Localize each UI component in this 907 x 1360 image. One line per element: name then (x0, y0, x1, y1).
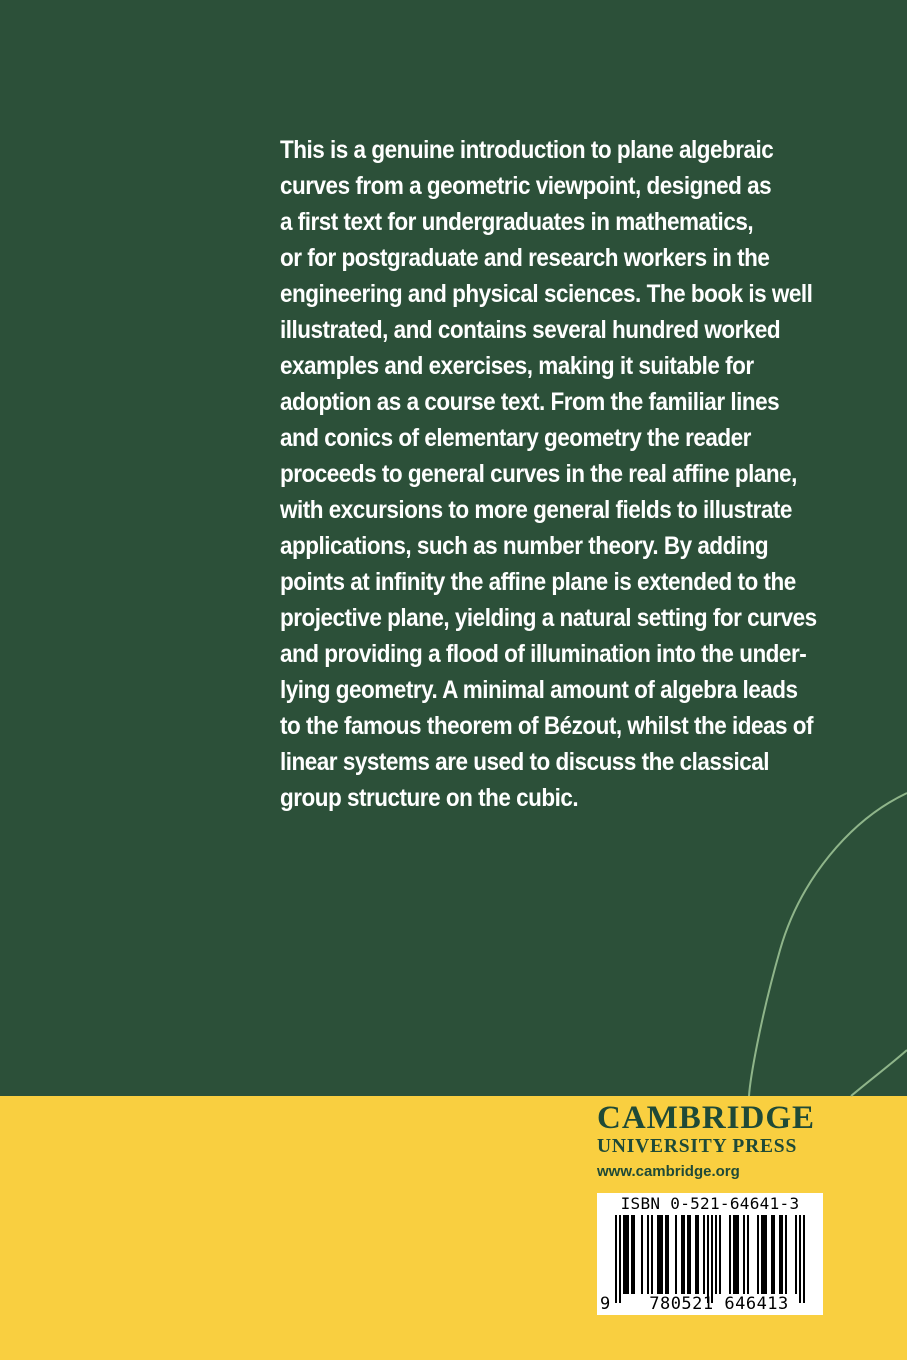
isbn-label: ISBN 0-521-64641-3 (620, 1194, 800, 1213)
barcode-bar (619, 1215, 621, 1303)
ean-digits: 780521 646413 (649, 1294, 789, 1314)
barcode-bar (661, 1215, 663, 1294)
publisher-website: www.cambridge.org (597, 1163, 740, 1180)
barcode-bar (765, 1215, 767, 1294)
barcode-bar (773, 1215, 775, 1294)
barcode-bar (737, 1215, 739, 1294)
book-description: This is a genuine introduction to plane algebraic curves from a geometric viewpoint, designed as a first text for undergraduates in mathematics, or for postgraduate and research workers in the engineering and physical sciences. The book is well illustrated, and contains several hundred worked examples and exercises, making it suitable for adoption as a course text. From the familiar lines and conics of elementary geometry the reader proceeds to general curves in the real affine plane, with excursions to more general fields to illustrate applications, such as number theory. By adding points at infinity the affine plane is extended to the projective plane, yielding a natural setting for curves and providing a flood of illumination into the under- lying geometry. A minimal amount of algebra leads to the famous theorem of Bézout, whilst the ideas of linear systems are used to discuss the classical group structure on the cubic. (280, 136, 817, 812)
barcode-bar (761, 1215, 763, 1294)
barcode-bar (681, 1215, 683, 1294)
barcode-bar (735, 1215, 737, 1294)
barcode-bar (615, 1215, 617, 1303)
barcode-bar (647, 1215, 649, 1294)
ean-lead-digit: 9 (600, 1294, 611, 1314)
barcode-bar (665, 1215, 667, 1294)
barcode-bar (667, 1215, 669, 1294)
barcode-bar (687, 1215, 689, 1294)
barcode-bar (641, 1215, 643, 1294)
barcode-bar (743, 1215, 745, 1294)
barcode-bar (683, 1215, 685, 1294)
barcode-bar (795, 1215, 797, 1294)
barcode-bar (785, 1215, 787, 1294)
barcode-bar (625, 1215, 627, 1294)
barcode-bar (757, 1215, 759, 1294)
publisher-name: CAMBRIDGE (597, 1100, 816, 1136)
barcode-bar (659, 1215, 661, 1294)
barcode-bar (695, 1215, 697, 1294)
barcode-bar (799, 1215, 801, 1303)
barcode-bar (779, 1215, 781, 1294)
barcode-bar (657, 1215, 659, 1294)
barcode-bar (689, 1215, 691, 1294)
barcode-bar (623, 1215, 625, 1294)
barcode-bar (719, 1215, 721, 1294)
barcode-bar (715, 1215, 717, 1294)
barcode-bar (703, 1215, 705, 1294)
barcode-bar (697, 1215, 699, 1294)
barcode-bar (771, 1215, 773, 1294)
barcode-bar (803, 1215, 805, 1303)
barcode-bar (675, 1215, 677, 1294)
barcode-bar (627, 1215, 629, 1294)
barcode-bar (711, 1215, 713, 1303)
barcode-bar (733, 1215, 735, 1294)
publisher-logo (597, 1100, 837, 1183)
barcode-bar (763, 1215, 765, 1294)
isbn-barcode (597, 1193, 823, 1315)
barcode-bar (747, 1215, 749, 1294)
barcode-bar (651, 1215, 653, 1294)
barcode-bar (631, 1215, 633, 1294)
publisher-subname: UNIVERSITY PRESS (597, 1136, 798, 1157)
barcode-bar (781, 1215, 783, 1294)
barcode-bar (633, 1215, 635, 1294)
barcode-bar (707, 1215, 709, 1303)
barcode-bar (729, 1215, 731, 1294)
